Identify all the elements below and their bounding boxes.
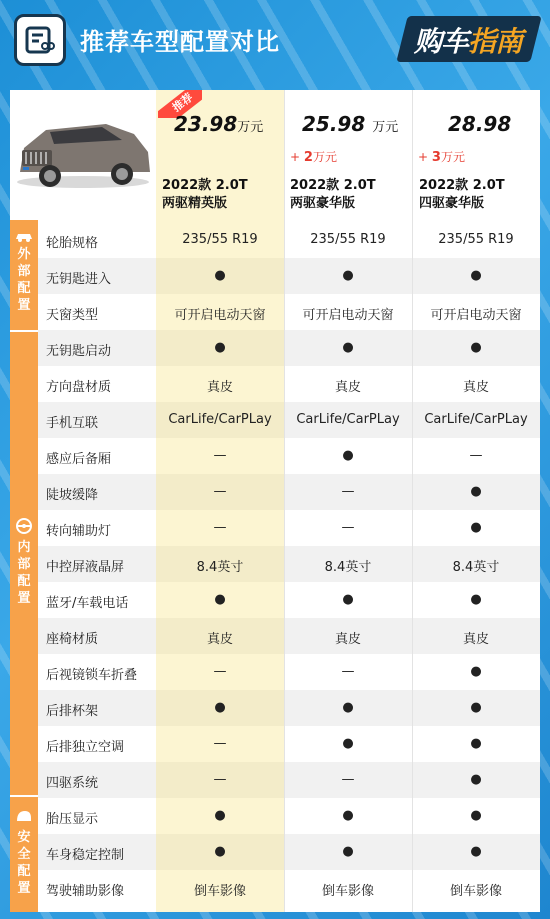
steering-wheel-icon: [15, 517, 33, 535]
cell-value: ●: [342, 844, 354, 859]
table-row: [38, 438, 540, 474]
trim-2-price: 25.98 万元: [302, 112, 399, 136]
cell-value: —: [213, 484, 227, 499]
row-label: 感应后备厢: [46, 452, 112, 467]
brand-logo: 购车指南: [413, 25, 522, 58]
row-label: 陡坡缓降: [46, 488, 99, 503]
table-row: [38, 474, 540, 510]
cell-value: 倒车影像: [321, 884, 374, 899]
cell-value: 可开启电动天窗: [302, 308, 394, 323]
cell-value: 真皮: [206, 632, 233, 647]
row-label: 蓝牙/车载电话: [46, 596, 129, 611]
cell-value: —: [341, 484, 355, 499]
table-row: [38, 726, 540, 762]
section-interior: 内部配置: [10, 332, 38, 795]
cell-value: ●: [342, 340, 354, 355]
trim-3-price: 28.98: [448, 112, 512, 136]
table-row: [38, 582, 540, 618]
cell-value: ●: [342, 700, 354, 715]
cell-value: —: [341, 520, 355, 535]
cell-value: 可开启电动天窗: [430, 308, 522, 323]
cell-value: CarLife/CarPLay: [296, 412, 400, 427]
row-label: 无钥匙启动: [46, 344, 112, 359]
cell-value: ●: [470, 808, 482, 823]
cell-value: ●: [342, 808, 354, 823]
cell-value: CarLife/CarPLay: [168, 412, 272, 427]
header: [0, 0, 550, 82]
trim-1-price: 23.98万元: [174, 112, 264, 136]
cell-value: 235/55 R19: [182, 232, 258, 247]
table-row: [38, 510, 540, 546]
table-row: [38, 294, 540, 330]
cell-value: —: [341, 664, 355, 679]
section-exterior: 外部配置: [10, 220, 38, 330]
section-safety: 安全配置: [10, 797, 38, 912]
cell-value: ●: [470, 592, 482, 607]
col-divider: [284, 90, 285, 912]
row-label: 后视镜锁车折叠: [46, 668, 138, 683]
comparison-table: [10, 90, 540, 912]
cell-value: ●: [470, 520, 482, 535]
table-row: [38, 330, 540, 366]
cell-value: ●: [342, 448, 354, 463]
cell-value: CarLife/CarPLay: [424, 412, 528, 427]
table-row: [38, 690, 540, 726]
cell-value: 真皮: [206, 380, 233, 395]
cell-value: ●: [214, 808, 226, 823]
table-row: [38, 762, 540, 798]
cell-value: ●: [470, 772, 482, 787]
trim-3-model: 2022款 2.0T 四驱豪华版: [419, 178, 505, 211]
cell-value: ●: [470, 664, 482, 679]
cell-value: ●: [214, 700, 226, 715]
row-label: 车身稳定控制: [46, 848, 125, 863]
cell-value: ●: [470, 736, 482, 751]
cell-value: —: [213, 664, 227, 679]
table-row: [38, 870, 540, 906]
cell-value: 倒车影像: [193, 884, 246, 899]
cell-value: 真皮: [462, 380, 489, 395]
trim-2-price-diff: + 2万元: [290, 150, 337, 165]
recommend-badge: 推荐: [158, 90, 202, 118]
cell-value: —: [213, 520, 227, 535]
cell-value: 可开启电动天窗: [174, 308, 266, 323]
table-row: [38, 258, 540, 294]
table-row: [38, 834, 540, 870]
row-label: 座椅材质: [46, 632, 99, 647]
cell-value: —: [469, 448, 483, 463]
cell-value: —: [213, 772, 227, 787]
row-label: 转向辅助灯: [46, 524, 112, 539]
cell-value: ●: [214, 340, 226, 355]
row-label: 手机互联: [46, 416, 99, 431]
cell-value: 8.4英寸: [324, 560, 372, 575]
cell-value: ●: [470, 268, 482, 283]
cell-value: 真皮: [334, 632, 361, 647]
row-label: 驾驶辅助影像: [46, 884, 125, 899]
cell-value: ●: [470, 484, 482, 499]
cell-value: 真皮: [334, 380, 361, 395]
trim-3-price-diff: + 3万元: [418, 150, 465, 165]
cell-value: 235/55 R19: [438, 232, 514, 247]
helmet-icon: [15, 809, 33, 825]
cell-value: ●: [342, 736, 354, 751]
table-row: [38, 222, 540, 258]
col-divider: [412, 90, 413, 912]
car-icon: [15, 230, 33, 242]
row-label: 后排杯架: [46, 704, 99, 719]
cell-value: ●: [342, 592, 354, 607]
cell-value: ●: [214, 268, 226, 283]
trim-1-model: 2022款 2.0T 两驱精英版: [162, 178, 248, 211]
row-label: 胎压显示: [46, 812, 99, 827]
cell-value: 8.4英寸: [196, 560, 244, 575]
table-row: [38, 654, 540, 690]
table-row: [38, 546, 540, 582]
cell-value: ●: [470, 844, 482, 859]
row-label: 无钥匙进入: [46, 272, 112, 287]
row-label: 轮胎规格: [46, 236, 99, 251]
cell-value: 倒车影像: [449, 884, 502, 899]
row-label: 方向盘材质: [46, 380, 112, 395]
cell-value: 8.4英寸: [452, 560, 500, 575]
list-icon: [14, 14, 66, 66]
table-row: [38, 366, 540, 402]
row-label: 后排独立空调: [46, 740, 125, 755]
cell-value: ●: [214, 844, 226, 859]
table-row: [38, 798, 540, 834]
page-title: 推荐车型配置对比: [80, 28, 280, 56]
cell-value: —: [341, 772, 355, 787]
table-row: [38, 402, 540, 438]
cell-value: 235/55 R19: [310, 232, 386, 247]
row-label: 天窗类型: [46, 308, 99, 323]
cell-value: —: [213, 448, 227, 463]
cell-value: ●: [214, 592, 226, 607]
table-row: [38, 618, 540, 654]
cell-value: ●: [470, 700, 482, 715]
row-label: 中控屏液晶屏: [46, 560, 125, 575]
cell-value: 真皮: [462, 632, 489, 647]
row-label: 四驱系统: [46, 776, 99, 791]
car-image: [10, 90, 156, 220]
cell-value: —: [213, 736, 227, 751]
cell-value: ●: [342, 268, 354, 283]
cell-value: ●: [470, 340, 482, 355]
trim-2-model: 2022款 2.0T 两驱豪华版: [290, 178, 376, 211]
